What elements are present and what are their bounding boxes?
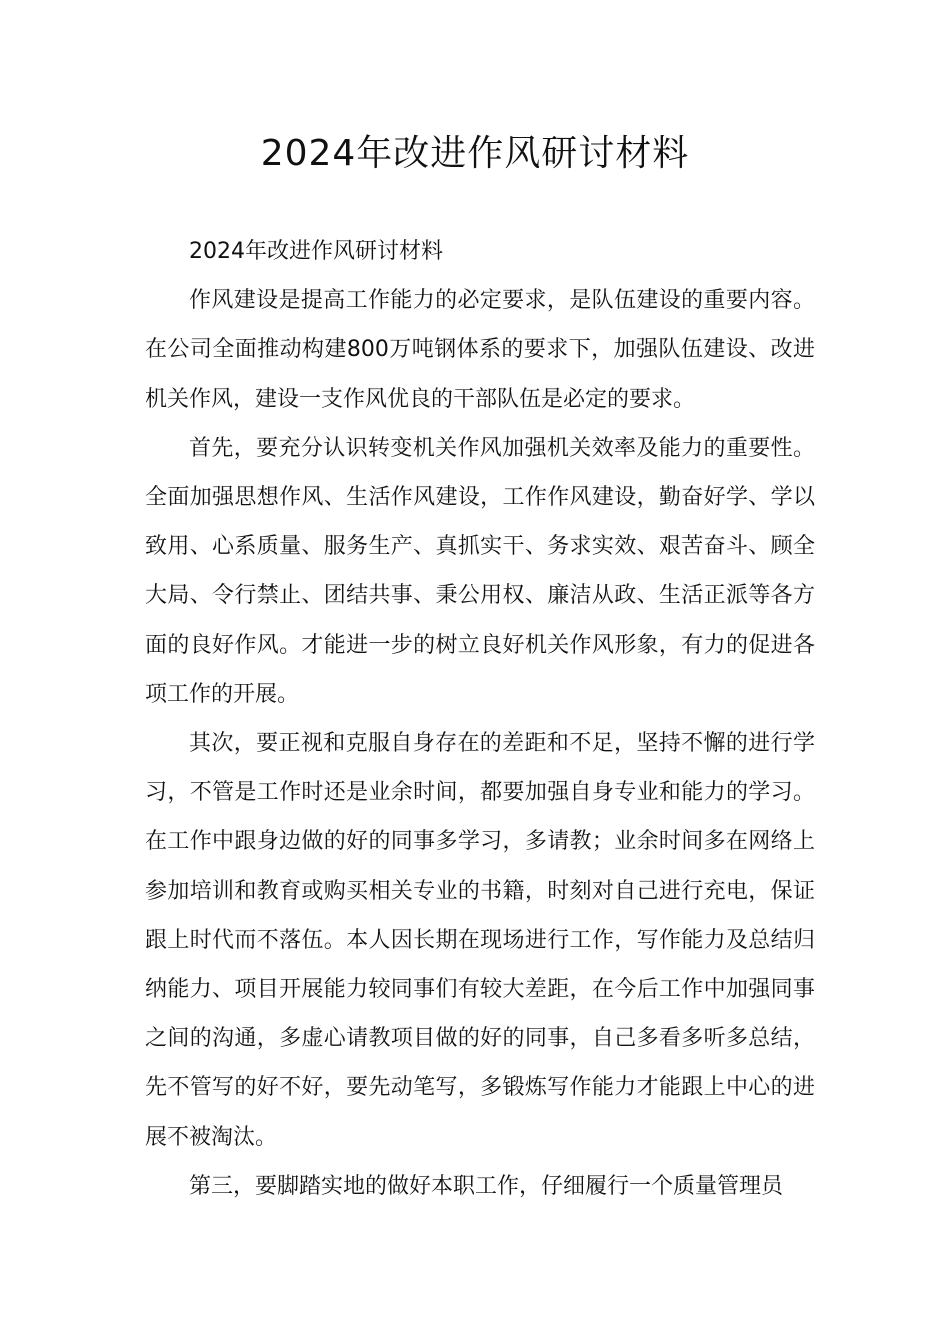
paragraph-second-point: 其次，要正视和克服自身存在的差距和不足，坚持不懈的进行学习，不管是工作时还是业余时间，都要加强自身专业和能力的学习。在工作中跟身边做的好的同事多学习，多请教；业余时间多在网络上参加培训和教育或购买相关专业的书籍，时刻对自己进行充电，保证跟上时代而不落伍。本人因长期在现场进行工作，写作能力及总结归纳能力、项目开展能力较同事们有较大差距，在今后工作中加强同事之间的沟通，多虚心请教项目做的好的同事，自己多看多听多总结，先不管写的好不好，要先动笔写，多锻炼写作能力才能跟上中心的进展不被淘汰。 (145, 731, 815, 1150)
paragraph-first-point: 首先，要充分认识转变机关作风加强机关效率及能力的重要性。全面加强思想作风、生活作风建设，工作作风建设，勤奋好学、学以致用、心系质量、服务生产、真抓实干、务求实效、艰苦奋斗、顾全大局、令行禁止、团结共事、秉公用权、廉洁从政、生活正派等各方面的良好作风。才能进一步的树立良好机关作风形象，有力的促进各项工作的开展。 (145, 435, 815, 707)
paragraph-intro: 作风建设是提高工作能力的必定要求，是队伍建设的重要内容。在公司全面推动构建800万吨钢体系的要求下，加强队伍建设、改进机关作风，建设一支作风优良的干部队伍是必定的要求。 (145, 288, 815, 412)
document-title: 2024年改进作风研讨材料 (260, 133, 690, 174)
paragraph-third-point: 第三，要脚踏实地的做好本职工作，仔细履行一个质量管理员 (189, 1173, 784, 1199)
document-body (145, 227, 815, 1211)
paragraph-subtitle: 2024年改进作风研讨材料 (189, 239, 443, 264)
